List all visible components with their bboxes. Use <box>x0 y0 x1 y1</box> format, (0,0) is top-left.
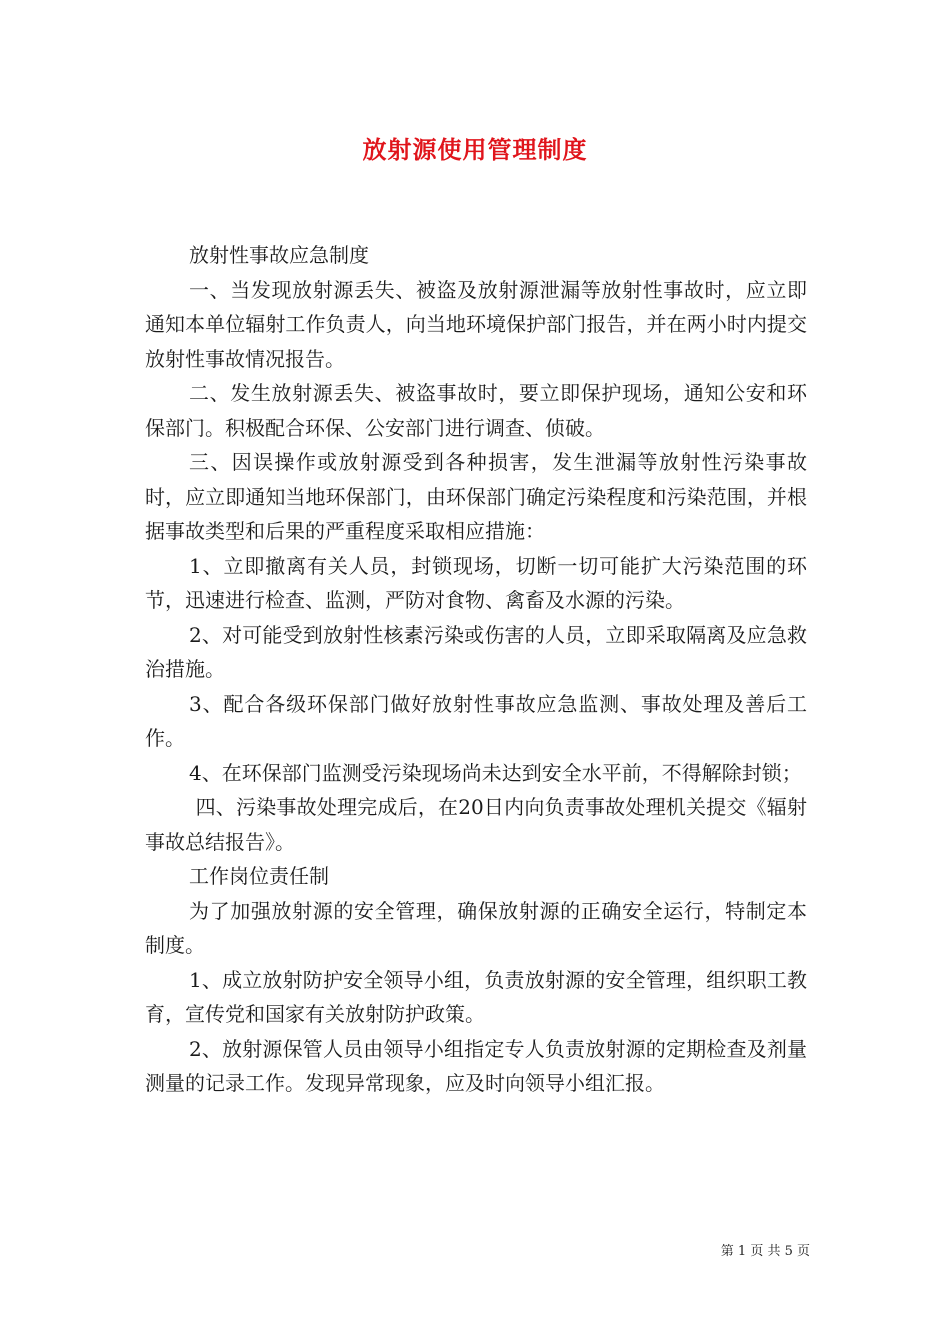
paragraph: 1、立即撤离有关人员，封锁现场，切断一切可能扩大污染范围的环节，迅速进行检查、监测，严防对食物、禽畜及水源的污染。 <box>145 553 807 612</box>
document-title: 放射源使用管理制度 <box>362 135 588 164</box>
paragraph: 为了加强放射源的安全管理，确保放射源的正确安全运行，特制定本制度。 <box>145 898 807 957</box>
paragraph: 二、发生放射源丢失、被盗事故时，要立即保护现场，通知公安和环保部门。积极配合环保、公安部门进行调查、侦破。 <box>145 381 807 440</box>
paragraph: 1、成立放射防护安全领导小组，负责放射源的安全管理，组织职工教育，宣传党和国家有关放射防护政策。 <box>145 967 807 1026</box>
document-body <box>145 238 807 1101</box>
page-number-footer: 第 1 页 共 5 页 <box>720 1244 810 1259</box>
paragraph: 一、当发现放射源丢失、被盗及放射源泄漏等放射性事故时，应立即通知本单位辐射工作负责人，向当地环境保护部门报告，并在两小时内提交放射性事故情况报告。 <box>145 277 807 371</box>
paragraph: 3、配合各级环保部门做好放射性事故应急监测、事故处理及善后工作。 <box>145 691 807 750</box>
paragraph: 三、因误操作或放射源受到各种损害，发生泄漏等放射性污染事故时，应立即通知当地环保部门，由环保部门确定污染程度和污染范围，并根据事故类型和后果的严重程度采取相应措施： <box>145 450 807 543</box>
paragraph: 4、在环保部门监测受污染现场尚未达到安全水平前，不得解除封锁； <box>189 760 802 785</box>
paragraph: 2、对可能受到放射性核素污染或伤害的人员，立即采取隔离及应急救治措施。 <box>145 622 807 681</box>
paragraph: 四、污染事故处理完成后，在20日内向负责事故处理机关提交《辐射事故总结报告》。 <box>145 795 808 854</box>
section-heading-emergency: 放射性事故应急制度 <box>189 243 369 267</box>
section-heading-responsibility: 工作岗位责任制 <box>189 864 329 888</box>
paragraph: 2、放射源保管人员由领导小组指定专人负责放射源的定期检查及剂量测量的记录工作。发现异常现象，应及时向领导小组汇报。 <box>145 1036 807 1095</box>
